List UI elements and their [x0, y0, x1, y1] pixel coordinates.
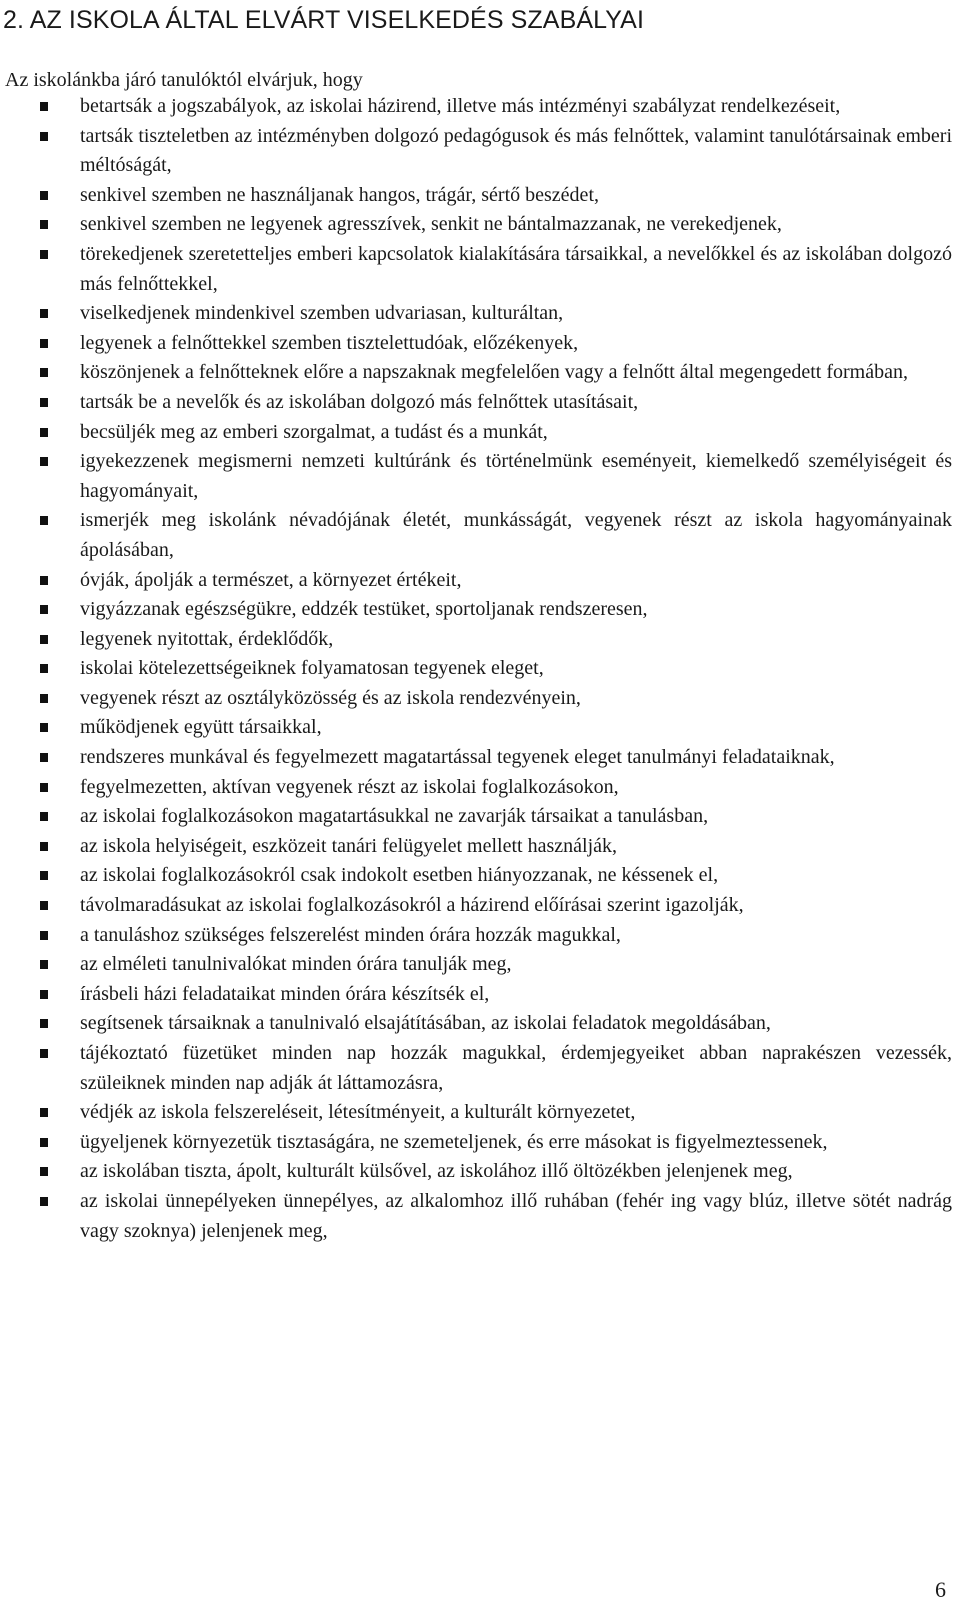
square-bullet-icon: [40, 576, 48, 585]
square-bullet-icon: [40, 723, 48, 732]
rule-item: [80, 358, 952, 388]
rule-text: igyekezzenek megismerni nemzeti kultúránk és történelmünk eseményeit, kiemelkedő személyiségeit és hagyományait,: [80, 450, 952, 502]
square-bullet-icon: [40, 1167, 48, 1176]
rule-text: legyenek a felnőttekkel szemben tisztelettudóak, előzékenyek,: [80, 331, 579, 354]
rule-text: ügyeljenek környezetük tisztaságára, ne szemeteljenek, és erre másokat is figyelmeztessenek,: [80, 1130, 828, 1153]
square-bullet-icon: [40, 783, 48, 792]
square-bullet-icon: [40, 605, 48, 614]
square-bullet-icon: [40, 1108, 48, 1117]
square-bullet-icon: [40, 102, 48, 111]
square-bullet-icon: [40, 842, 48, 851]
square-bullet-icon: [40, 428, 48, 437]
square-bullet-icon: [40, 812, 48, 821]
rule-item: [80, 654, 952, 684]
rule-item: [80, 713, 952, 743]
rule-item: [80, 625, 952, 655]
rule-text: az iskolában tiszta, ápolt, kulturált külsővel, az iskolához illő öltözékben jelenjenek meg,: [80, 1160, 793, 1183]
rule-item: [80, 1187, 952, 1246]
square-bullet-icon: [40, 220, 48, 229]
rule-text: vigyázzanak egészségükre, eddzék testüket, sportoljanak rendszeresen,: [80, 598, 648, 621]
rule-item: [80, 1128, 952, 1158]
square-bullet-icon: [40, 132, 48, 141]
section-heading: 2. AZ ISKOLA ÁLTAL ELVÁRT VISELKEDÉS SZABÁLYAI: [3, 6, 645, 34]
intro-sentence: Az iskolánkba járó tanulóktól elvárjuk, hogy: [5, 69, 363, 91]
square-bullet-icon: [40, 901, 48, 910]
rule-text: óvják, ápolják a természet, a környezet értékeit,: [80, 568, 462, 591]
square-bullet-icon: [40, 990, 48, 999]
square-bullet-icon: [40, 398, 48, 407]
rule-text: rendszeres munkával és fegyelmezett magatartással tegyenek eleget tanulmányi feladataiknak,: [80, 746, 835, 769]
rule-text: iskolai kötelezettségeiknek folyamatosan tegyenek eleget,: [80, 657, 544, 680]
rules-list: [0, 92, 960, 1246]
rule-text: legyenek nyitottak, érdeklődők,: [80, 627, 334, 650]
square-bullet-icon: [40, 694, 48, 703]
rule-item: [80, 1009, 952, 1039]
rule-text: az iskolai foglalkozásokon magatartásukkal ne zavarják társaikat a tanulásban,: [80, 805, 709, 828]
rule-text: a tanuláshoz szükséges felszerelést minden órára hozzák magukkal,: [80, 923, 621, 946]
square-bullet-icon: [40, 339, 48, 348]
rule-item: [80, 240, 952, 299]
rule-text: fegyelmezetten, aktívan vegyenek részt az iskolai foglalkozásokon,: [80, 775, 619, 798]
rule-text: az elméleti tanulnivalókat minden órára tanulják meg,: [80, 953, 512, 976]
rule-text: viselkedjenek mindenkivel szemben udvariasan, kulturáltan,: [80, 302, 564, 325]
rule-item: [80, 950, 952, 980]
square-bullet-icon: [40, 191, 48, 200]
rule-item: [80, 743, 952, 773]
rule-text: törekedjenek szeretetteljes emberi kapcsolatok kialakítására társaikkal, a nevelőkkel és az iskolában dolgozó más felnőttekkel,: [80, 242, 952, 295]
square-bullet-icon: [40, 1019, 48, 1028]
square-bullet-icon: [40, 960, 48, 969]
rule-item: [80, 921, 952, 951]
rule-text: tartsák tiszteletben az intézményben dolgozó pedagógusok és más felnőttek, valamint tanulótársainak emberi méltóságát,: [80, 124, 952, 177]
rule-item: [80, 388, 952, 418]
rule-text: köszönjenek a felnőtteknek előre a napszaknak megfelelően vagy a felnőtt által megengedett formában,: [80, 361, 908, 384]
square-bullet-icon: [40, 309, 48, 318]
page-number: 6: [935, 1577, 946, 1602]
rule-item: [80, 329, 952, 359]
square-bullet-icon: [40, 250, 48, 259]
rule-item: [80, 181, 952, 211]
square-bullet-icon: [40, 664, 48, 673]
rule-item: [80, 566, 952, 596]
rule-text: az iskola helyiségeit, eszközeit tanári felügyelet mellett használják,: [80, 834, 618, 857]
rule-text: tartsák be a nevelők és az iskolában dolgozó más felnőttek utasításait,: [80, 390, 639, 413]
rule-item: [80, 861, 952, 891]
rule-item: [80, 595, 952, 625]
rule-item: [80, 773, 952, 803]
rule-item: [80, 506, 952, 565]
rule-item: [80, 891, 952, 921]
rule-item: [80, 210, 952, 240]
square-bullet-icon: [40, 457, 48, 466]
square-bullet-icon: [40, 753, 48, 762]
rule-item: [80, 92, 952, 122]
rule-text: működjenek együtt társaikkal,: [80, 716, 322, 739]
square-bullet-icon: [40, 871, 48, 880]
rule-item: [80, 447, 952, 506]
rule-item: [80, 1098, 952, 1128]
rule-text: segítsenek társaiknak a tanulnivaló elsajátításában, az iskolai feladatok megoldásában,: [80, 1012, 771, 1035]
square-bullet-icon: [40, 1138, 48, 1147]
rule-item: [80, 122, 952, 181]
rule-text: ismerjék meg iskolánk névadójának életét, munkásságát, vegyenek részt az iskola hagyományainak ápolásában,: [80, 509, 952, 561]
rule-item: [80, 418, 952, 448]
rule-text: az iskolai foglalkozásokról csak indokolt esetben hiányozzanak, ne késsenek el,: [80, 864, 719, 887]
rule-item: [80, 832, 952, 862]
rule-text: az iskolai ünnepélyeken ünnepélyes, az alkalomhoz illő ruhában (fehér ing vagy blúz, illetve sötét nadrág vagy szoknya) jelenjenek meg,: [80, 1189, 952, 1242]
rule-text: vegyenek részt az osztályközösség és az iskola rendezvényein,: [80, 686, 581, 709]
square-bullet-icon: [40, 1197, 48, 1206]
rule-item: [80, 802, 952, 832]
rule-text: betartsák a jogszabályok, az iskolai házirend, illetve más intézményi szabályzat rendelkezéseit,: [80, 95, 841, 117]
rule-item: [80, 1157, 952, 1187]
square-bullet-icon: [40, 516, 48, 525]
rule-text: senkivel szemben ne legyenek agresszívek, senkit ne bántalmazzanak, ne verekedjenek,: [80, 213, 782, 236]
square-bullet-icon: [40, 1049, 48, 1058]
square-bullet-icon: [40, 368, 48, 377]
rule-text: távolmaradásukat az iskolai foglalkozásokról a házirend előírásai szerint igazolják,: [80, 894, 744, 917]
rule-text: tájékoztató füzetüket minden nap hozzák magukkal, érdemjegyeiket abban naprakészen vezessék, szüleiknek minden nap adják át láttamozásra,: [80, 1042, 952, 1094]
rule-text: becsüljék meg az emberi szorgalmat, a tudást és a munkát,: [80, 420, 548, 443]
rule-item: [80, 1039, 952, 1098]
square-bullet-icon: [40, 635, 48, 644]
rule-text: írásbeli házi feladataikat minden órára készítsék el,: [80, 982, 490, 1005]
rule-text: senkivel szemben ne használjanak hangos, trágár, sértő beszédet,: [80, 183, 599, 206]
rule-item: [80, 980, 952, 1010]
square-bullet-icon: [40, 931, 48, 940]
rule-text: védjék az iskola felszereléseit, létesítményeit, a kulturált környezetet,: [80, 1101, 636, 1124]
rule-item: [80, 684, 952, 714]
rule-item: [80, 299, 952, 329]
